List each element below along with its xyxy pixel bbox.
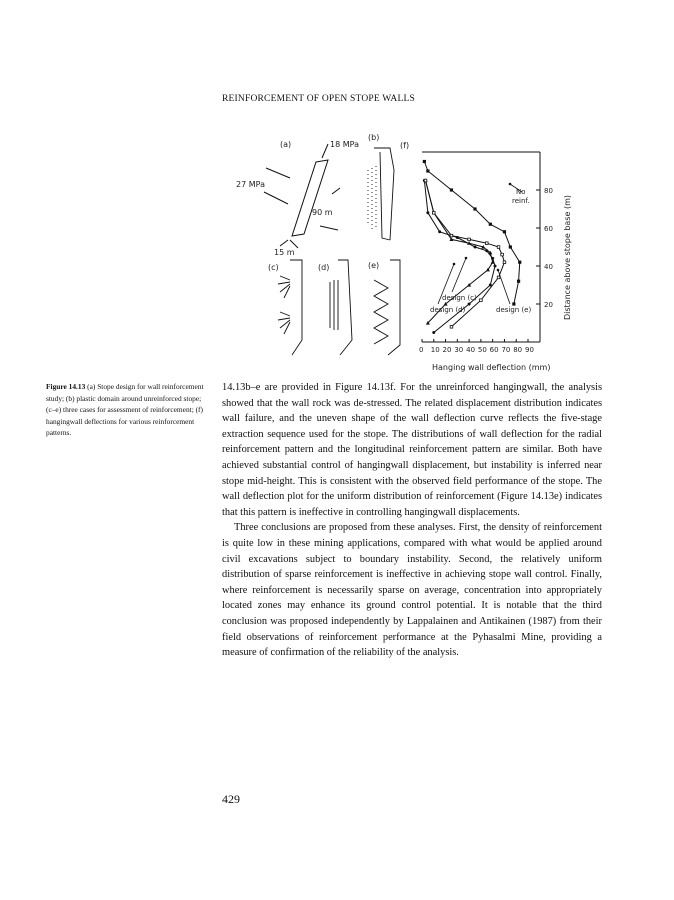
data-point	[423, 160, 426, 163]
label-design-c: design (c)	[442, 294, 477, 302]
label-design-d: design (d)	[430, 306, 466, 314]
panel-label-e: (e)	[368, 261, 380, 270]
arrow-head	[497, 269, 500, 272]
panel-label-c: (c)	[268, 263, 279, 272]
data-point	[424, 179, 427, 182]
figure-caption	[46, 381, 212, 439]
data-point	[497, 276, 500, 279]
x-tick-label: 20	[442, 346, 452, 354]
data-point	[426, 211, 429, 214]
y-tick-label: 60	[544, 225, 553, 233]
data-point	[450, 188, 453, 191]
x-axis-label: Hanging wall deflection (mm)	[432, 363, 551, 372]
x-tick-label: 50	[477, 346, 487, 354]
caption-text: (a) Stope design for wall reinforcement study; (b) plastic domain around unreinforced stope; (c–e) three cases for assessment of reinforcement; (f) hangingwall deflections for various reinforcement patterns.	[46, 382, 204, 438]
series-line-4	[426, 181, 505, 327]
paragraph-2: Three conclusions are proposed from these analyses. First, the density of reinforcement is quite low in these mining applications, compared with what would be applied around civil excavations subject to boundary instability. Second, the relatively uniform distribution of sparse reinforcement is ineffective in achieving stope wall control. Finally, where reinforcement is necessarily sparse on average, concentration into appropriately located zones may enhance its ground control potential. It is notable that the third conclusion was proposed independently by Lappalainen and Antikainen (1987) from their field observations of reinforcement performance at the Pyhasalmi Mine, providing a measure of confirmation of the reliability of the analysis.	[222, 522, 602, 659]
panel-label-a: (a)	[280, 140, 292, 149]
data-point	[494, 265, 497, 268]
page-number: 429	[222, 792, 240, 806]
stope-outline-a	[264, 144, 340, 248]
legend-no-reinf: No	[516, 188, 526, 196]
x-tick-label: 90	[525, 346, 534, 354]
stress-18-label: 18 MPa	[330, 140, 359, 149]
data-point	[503, 261, 506, 264]
data-point	[497, 246, 500, 249]
panel-label-d: (d)	[318, 263, 330, 272]
x-tick-label: 60	[489, 346, 499, 354]
data-point	[474, 246, 477, 249]
reinforcement-e	[374, 260, 400, 355]
x-tick-label: 40	[466, 346, 476, 354]
running-head: REINFORCEMENT OF OPEN STOPE WALLS	[222, 94, 415, 104]
data-point	[509, 245, 512, 248]
x-tick-label: 10	[430, 346, 440, 354]
data-point	[501, 253, 504, 256]
caption-figure-label: Figure 14.13	[46, 382, 86, 391]
y-tick-label: 20	[544, 301, 553, 309]
stress-27-label: 27 MPa	[236, 180, 265, 189]
data-point	[503, 230, 506, 233]
chart-tick-labels	[419, 187, 553, 354]
data-point	[432, 331, 435, 334]
panel-label-f: (f)	[400, 141, 410, 150]
data-point	[426, 169, 429, 172]
dim-90-label: 90 m	[312, 208, 333, 217]
x-tick-label: 70	[501, 346, 511, 354]
data-point	[450, 326, 453, 329]
paragraph-1: 14.13b–e are provided in Figure 14.13f. For the unreinforced hangingwall, the analysis showed that the wall rock was de-stressed. The related displacement distribution indicates wall failure, and the uneven shape of the wall deflection curve reflects the five-stage extraction sequence used for the stope. The distributions of wall deflection for the radial reinforcement pattern and the longitudinal reinforcement pattern are similar. Both have achieved substantial control of hangingwall displacement, but instability is inferred near stope mid-height. This is consistent with the observed field performance of the stope. The wall deflection plot for the uniform distribution of reinforcement (Figure 14.13e) indicates that this pattern is ineffective in controlling hangingwall displacements.	[222, 382, 602, 518]
arrow-head	[509, 183, 512, 186]
data-point	[468, 238, 471, 241]
reinforcement-d	[330, 260, 352, 355]
y-tick-label: 80	[544, 187, 553, 195]
data-point	[432, 212, 435, 215]
x-tick-label: 0	[419, 346, 424, 354]
figure-svg	[236, 130, 600, 375]
data-point	[518, 261, 521, 264]
plastic-domain-b	[368, 148, 394, 240]
figure-14-13	[236, 130, 600, 375]
data-point	[480, 299, 483, 302]
x-tick-label: 30	[454, 346, 464, 354]
y-axis-label: Distance above stope base (m)	[563, 195, 572, 320]
data-point	[450, 234, 453, 237]
reinforcement-c	[278, 260, 302, 355]
data-point	[468, 303, 471, 306]
data-point	[489, 223, 492, 226]
x-tick-label: 80	[513, 346, 523, 354]
body-text	[222, 380, 602, 661]
data-point	[473, 207, 476, 210]
data-point	[438, 230, 441, 233]
arrow-head	[465, 257, 468, 260]
leader-arrow	[498, 270, 510, 304]
chart-ticks	[422, 190, 540, 342]
data-point	[517, 280, 520, 283]
panel-label-b: (b)	[368, 133, 380, 142]
y-tick-label: 40	[544, 263, 553, 271]
data-point	[485, 242, 488, 245]
arrow-head	[453, 263, 456, 266]
label-design-e: design (e)	[496, 306, 532, 314]
dim-15-label: 15 m	[274, 248, 295, 257]
legend-no-reinf-2: reinf.	[512, 197, 530, 205]
